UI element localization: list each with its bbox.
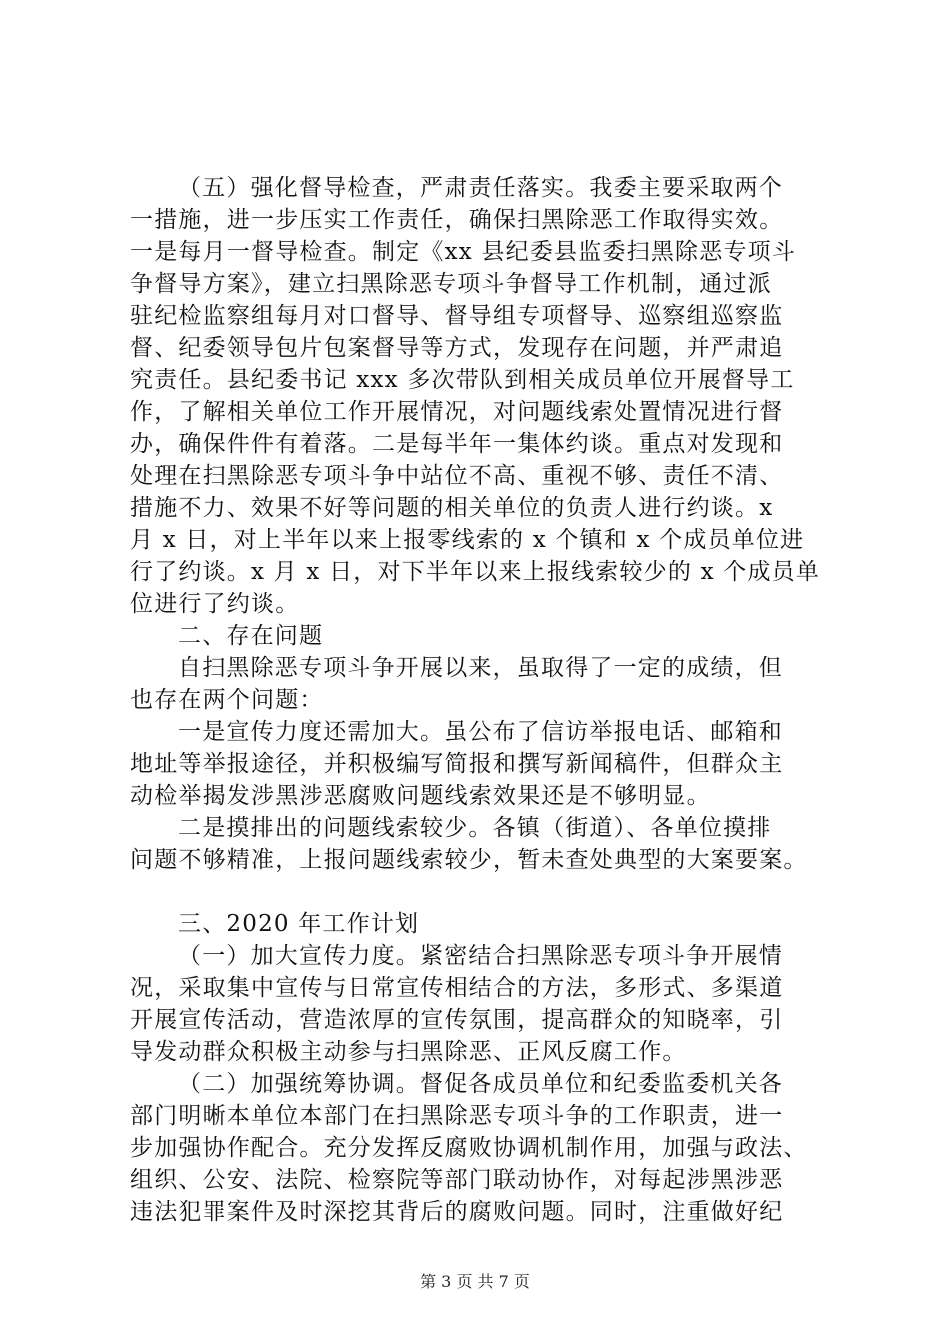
paragraph-line: （一）加大宣传力度。紧密结合扫黑除恶专项斗争开展情 [178, 943, 783, 969]
paragraph-line: 驻纪检监察组每月对口督导、督导组专项督导、巡察组巡察监 [130, 303, 784, 329]
paragraph-line: 措施不力、效果不好等问题的相关单位的负责人进行约谈。x [130, 495, 774, 521]
paragraph-line: 一是宣传力度还需加大。虽公布了信访举报电话、邮箱和 [178, 719, 783, 745]
paragraph-line: 处理在扫黑除恶专项斗争中站位不高、重视不够、责任不清、 [130, 463, 784, 489]
paragraph-line: 二是摸排出的问题线索较少。各镇（街道）、各单位摸排 [178, 815, 772, 841]
paragraph-line: 争督导方案》，建立扫黑除恶专项斗争督导工作机制，通过派 [130, 271, 772, 297]
paragraph-line: 究责任。县纪委书记 xxx 多次带队到相关成员单位开展督导工 [130, 367, 795, 393]
paragraph-line: 位进行了约谈。 [130, 591, 300, 617]
paragraph-line: 一是每月一督导检查。制定《xx 县纪委县监委扫黑除恶专项斗 [130, 239, 797, 265]
paragraph-line: 部门明晰本单位本部门在扫黑除恶专项斗争的工作职责，进一 [130, 1103, 784, 1129]
paragraph-line: （五）强化督导检查，严肃责任落实。我委主要采取两个 [178, 175, 783, 201]
section-heading: 二、存在问题 [178, 623, 324, 649]
paragraph-line: 地址等举报途径，并积极编写简报和撰写新闻稿件，但群众主 [130, 751, 784, 777]
paragraph-line: 导发动群众积极主动参与扫黑除恶、正风反腐工作。 [130, 1039, 687, 1065]
paragraph-line: 步加强协作配合。充分发挥反腐败协调机制作用，加强与政法、 [130, 1135, 808, 1161]
paragraph-line: 问题不够精准，上报问题线索较少，暂未查处典型的大案要案。 [130, 847, 808, 873]
paragraph-line: 违法犯罪案件及时深挖其背后的腐败问题。同时，注重做好纪 [130, 1199, 784, 1225]
paragraph-line: 组织、公安、法院、检察院等部门联动协作，对每起涉黑涉恶 [130, 1167, 784, 1193]
paragraph-line: 况，采取集中宣传与日常宣传相结合的方法，多形式、多渠道 [130, 975, 784, 1001]
paragraph-line: 行了约谈。x 月 x 日，对下半年以来上报线索较少的 x 个成员单 [130, 559, 821, 585]
paragraph-line: 作，了解相关单位工作开展情况，对问题线索处置情况进行督 [130, 399, 784, 425]
paragraph-line: 自扫黑除恶专项斗争开展以来，虽取得了一定的成绩，但 [178, 655, 783, 681]
paragraph-line: 开展宣传活动，营造浓厚的宣传氛围，提高群众的知晓率，引 [130, 1007, 784, 1033]
paragraph-line: 动检举揭发涉黑涉恶腐败问题线索效果还是不够明显。 [130, 783, 711, 809]
paragraph-line: 月 x 日，对上半年以来上报零线索的 x 个镇和 x 个成员单位进 [130, 527, 805, 553]
page-indicator: 第 3 页 共 7 页 [420, 1272, 530, 1291]
paragraph-line: 也存在两个问题： [130, 687, 324, 713]
paragraph-line: 督、纪委领导包片包案督导等方式，发现存在问题，并严肃追 [130, 335, 784, 361]
section-heading: 三、2020 年工作计划 [178, 911, 420, 937]
paragraph-line: （二）加强统筹协调。督促各成员单位和纪委监委机关各 [178, 1071, 783, 1097]
paragraph-line: 办，确保件件有着落。二是每半年一集体约谈。重点对发现和 [130, 431, 784, 457]
paragraph-line: 一措施，进一步压实工作责任，确保扫黑除恶工作取得实效。 [130, 207, 784, 233]
